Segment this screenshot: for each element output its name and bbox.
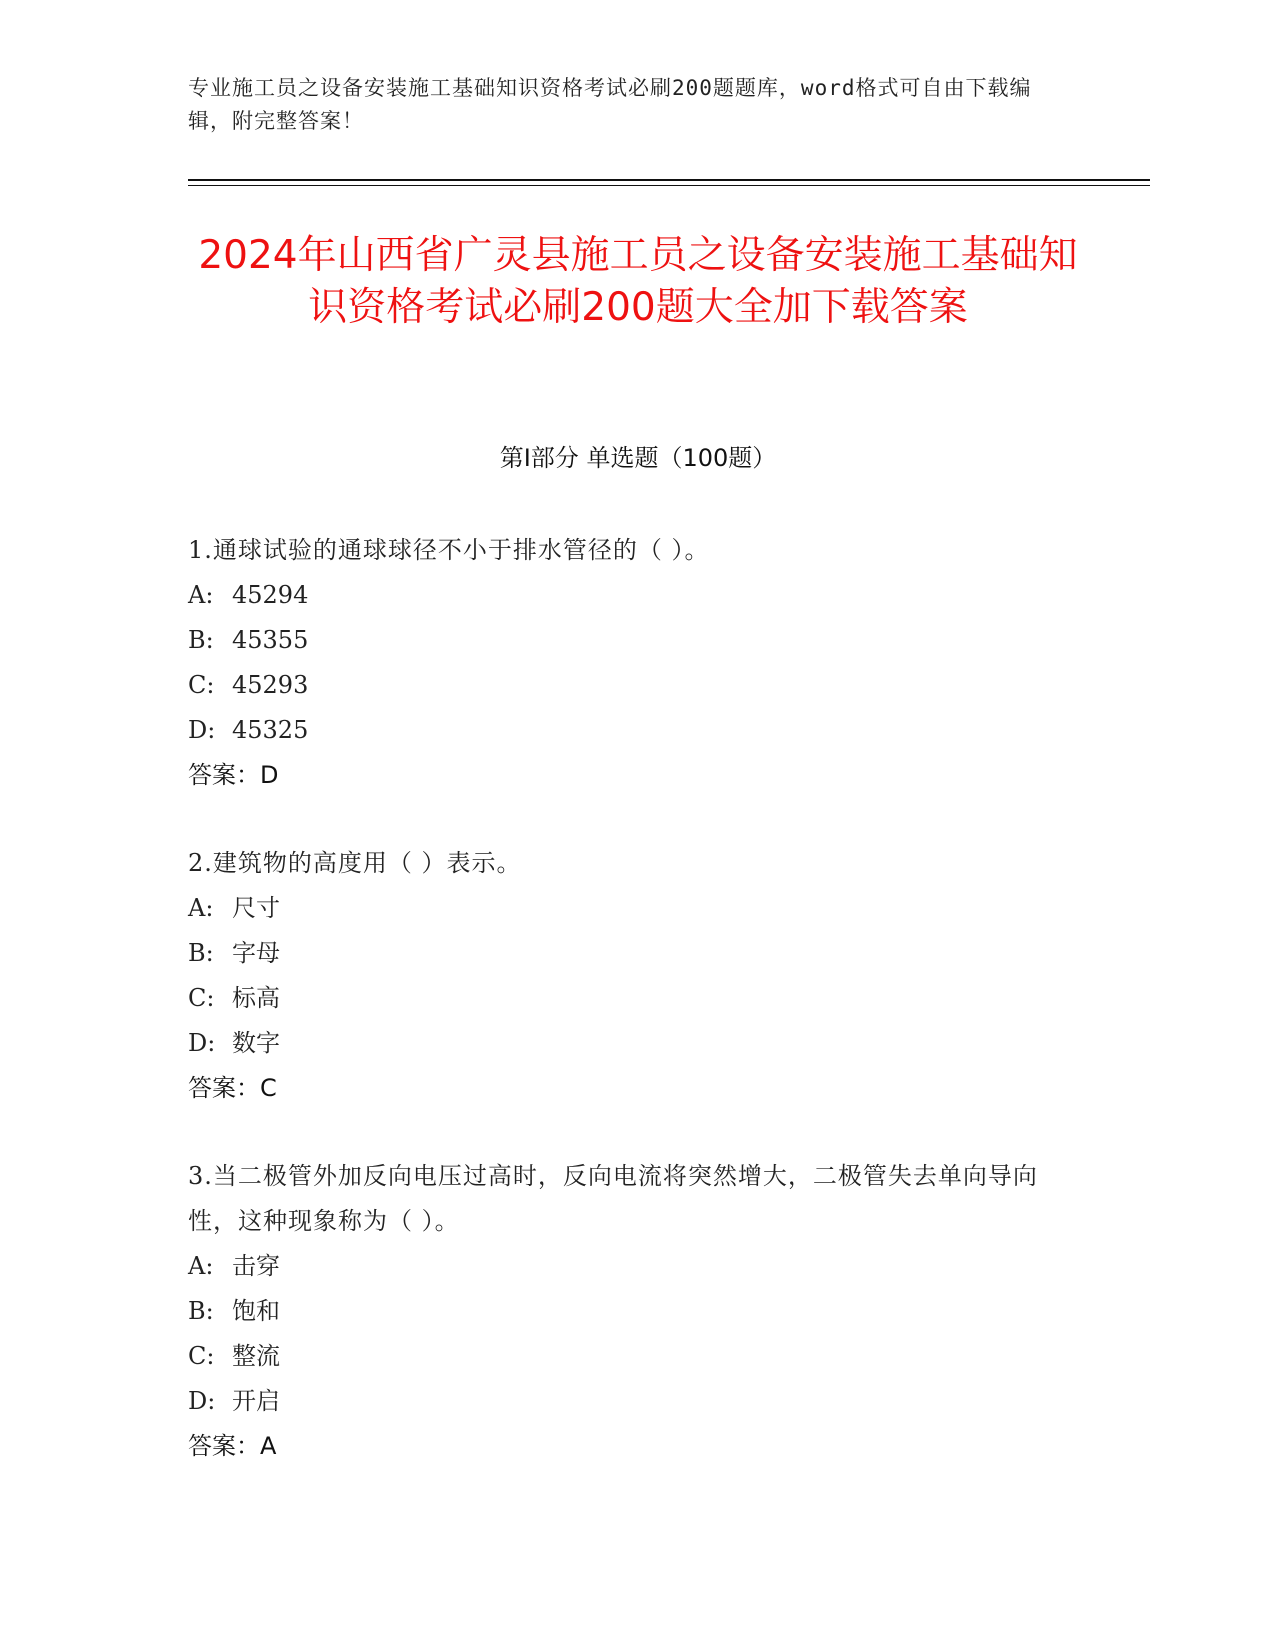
option-text: 45325 [232, 716, 309, 744]
option-label: B: [188, 939, 214, 967]
option-text: 整流 [232, 1342, 280, 1370]
option-label: C: [188, 984, 215, 1012]
option-text: 开启 [232, 1387, 280, 1415]
option-a [188, 1244, 1068, 1289]
option-text: 尺寸 [232, 894, 280, 922]
option-text: 字母 [232, 939, 280, 967]
option-label: A: [188, 894, 214, 922]
option-label: B: [188, 626, 214, 654]
question-text: 2.建筑物的高度用（ ）表示。 [188, 849, 522, 877]
option-a [188, 886, 1068, 931]
option-text: 饱和 [232, 1297, 280, 1325]
option-label: C: [188, 671, 215, 699]
header-divider-thin [188, 185, 1150, 186]
option-a [188, 573, 1068, 618]
question-text: 3.当二极管外加反向电压过高时，反向电流将突然增大，二极管失去单向导向性，这种现象称为（ ）。 [188, 1162, 1038, 1235]
option-d [188, 708, 1068, 753]
option-label: D: [188, 716, 216, 744]
section-heading: 第Ⅰ部分 单选题（100题） [499, 444, 777, 472]
option-text: 击穿 [232, 1252, 280, 1280]
question-item [188, 528, 1068, 798]
option-text: 数字 [232, 1029, 280, 1057]
option-text: 45355 [232, 626, 309, 654]
option-label: D: [188, 1029, 216, 1057]
option-text: 标高 [232, 984, 280, 1012]
option-b [188, 618, 1068, 663]
option-label: B: [188, 1297, 214, 1325]
question-list [188, 528, 1068, 1512]
header-note: 专业施工员之设备安装施工基础知识资格考试必刷200题题库，word格式可自由下载编辑，附完整答案！ [188, 76, 1032, 133]
answer-line: 答案：C [188, 1074, 277, 1102]
option-d [188, 1379, 1068, 1424]
option-c [188, 1334, 1068, 1379]
option-label: A: [188, 581, 214, 609]
option-c [188, 663, 1068, 708]
document-title: 2024年山西省广灵县施工员之设备安装施工基础知识资格考试必刷200题大全加下载答案 [198, 233, 1078, 330]
question-text: 1.通球试验的通球球径不小于排水管径的（ ）。 [188, 536, 710, 564]
question-item [188, 841, 1068, 1111]
option-text: 45293 [232, 671, 309, 699]
option-d [188, 1021, 1068, 1066]
option-label: C: [188, 1342, 215, 1370]
answer-line: 答案：D [188, 761, 279, 789]
header-divider [188, 179, 1150, 181]
option-c [188, 976, 1068, 1021]
option-label: A: [188, 1252, 214, 1280]
answer-line: 答案：A [188, 1432, 277, 1460]
option-text: 45294 [232, 581, 309, 609]
option-label: D: [188, 1387, 216, 1415]
option-b [188, 931, 1068, 976]
question-item [188, 1154, 1068, 1469]
option-b [188, 1289, 1068, 1334]
